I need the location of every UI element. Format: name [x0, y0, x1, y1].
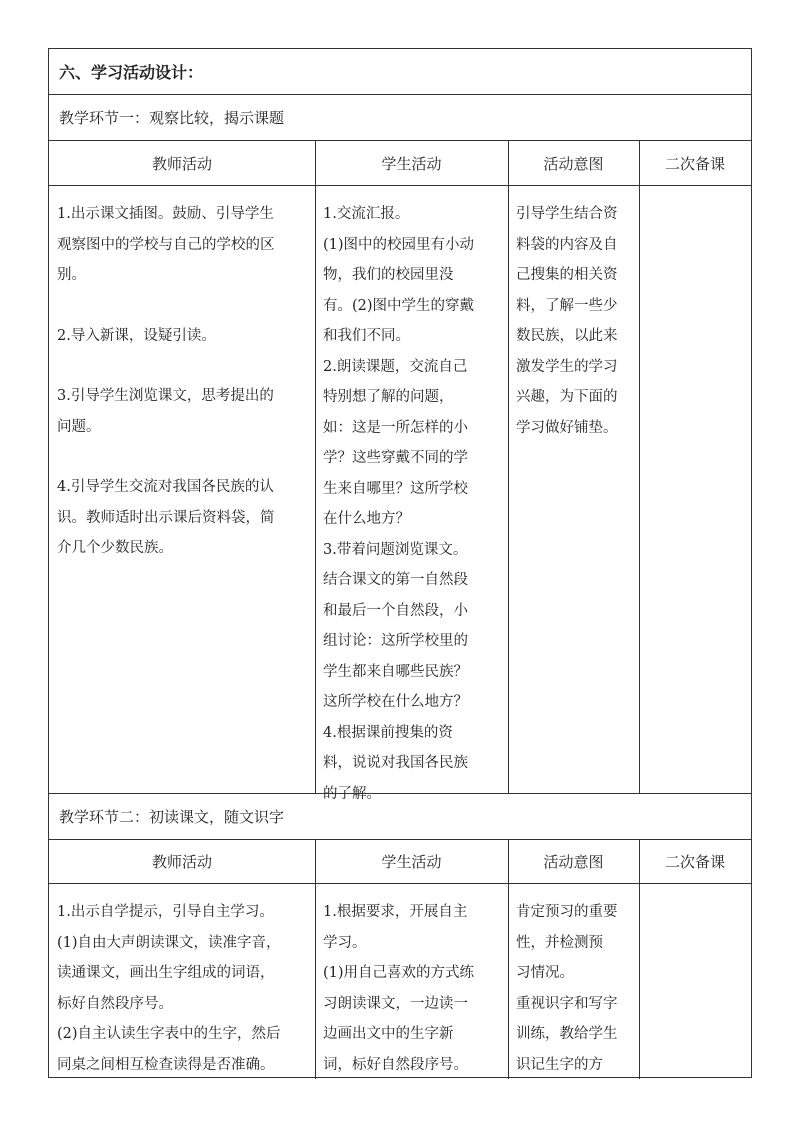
column-divider — [315, 839, 316, 1079]
link1-teacher-cell — [57, 199, 309, 564]
lesson-plan-table — [48, 48, 752, 1078]
link1-intent-cell — [516, 199, 636, 443]
text-line: 读通课文，画出生字组成的词语， — [57, 965, 275, 981]
text-line: 标好自然段序号。 — [57, 995, 173, 1012]
text-line: 引导学生结合资 — [516, 206, 618, 222]
link2-title: 教学环节二：初读课文，随文识字 — [59, 807, 285, 826]
text-line: 兴趣，为下面的 — [516, 389, 618, 405]
text-line: 学？这些穿戴不同的学 — [323, 450, 468, 466]
column-divider — [639, 839, 640, 1079]
text-line: 边画出文中的生字新 — [323, 1026, 454, 1042]
header-student-1 — [315, 141, 508, 185]
spacer — [57, 351, 309, 381]
text-line: 2.导入新课，设疑引读。 — [57, 327, 216, 344]
section-title — [49, 49, 751, 95]
header-intent-label: 活动意图 — [543, 154, 604, 173]
divider — [49, 185, 751, 186]
header-student-2 — [315, 839, 508, 883]
text-line: 学习。 — [323, 934, 367, 951]
text-line: 性，并检测预 — [516, 934, 603, 951]
text-line: 肯定预习的重要 — [516, 904, 618, 920]
text-line: (1)自由大声朗读课文，读准字音， — [57, 934, 281, 951]
text-line: 料袋的内容及自 — [516, 236, 618, 253]
text-line: 激发学生的学习 — [516, 358, 618, 375]
header-intent-2 — [508, 839, 639, 883]
text-line: 介几个少数民族。 — [57, 540, 173, 556]
link2-title-row — [49, 793, 751, 839]
text-line: 重视识字和写字 — [516, 995, 618, 1012]
text-line: 训练，教给学生 — [516, 1026, 618, 1042]
spacer — [57, 442, 309, 472]
column-divider — [508, 141, 509, 793]
link1-title-row — [49, 95, 751, 141]
text-line: 的了解。 — [323, 785, 381, 802]
header-student-label: 学生活动 — [381, 852, 442, 871]
text-line: 1.交流汇报。 — [323, 206, 410, 222]
header-second-label: 二次备课 — [664, 154, 725, 173]
header-teacher-label: 教师活动 — [151, 852, 212, 871]
text-line: (1)用自己喜欢的方式练 — [323, 965, 475, 981]
text-line: 1.出示课文插图。鼓励、引导学生 — [57, 206, 274, 222]
divider — [49, 883, 751, 884]
text-line: 习情况。 — [516, 965, 574, 981]
header-student-label: 学生活动 — [381, 154, 442, 173]
text-line: 识。教师适时出示课后资料袋，简 — [57, 509, 275, 526]
text-line: (2)自主认读生字表中的生字，然后 — [57, 1026, 281, 1042]
text-line: 和最后一个自然段，小 — [323, 602, 468, 619]
text-line: 特别想了解的问题， — [323, 389, 454, 405]
link2-student-cell — [323, 897, 503, 1080]
link1-student-cell — [323, 199, 503, 809]
text-line: 1.根据要求，开展自主 — [323, 904, 468, 920]
text-line: 观察图中的学校与自己的学校的区 — [57, 236, 275, 253]
text-line: 学习做好铺垫。 — [516, 419, 618, 436]
text-line: 习朗读课文，一边读一 — [323, 995, 468, 1012]
text-line: 4.引导学生交流对我国各民族的认 — [57, 479, 274, 495]
text-line: 词，标好自然段序号。 — [323, 1056, 468, 1073]
text-line: 料，说说对我国各民族 — [323, 755, 468, 771]
text-line: 3.带着问题浏览课文。 — [323, 541, 468, 558]
spacer — [57, 291, 309, 321]
column-divider — [508, 839, 509, 1079]
text-line: 在什么地方？ — [323, 511, 410, 527]
header-second-1 — [639, 141, 751, 185]
text-line: 2.朗读课题，交流自己 — [323, 358, 468, 375]
header-teacher-1 — [49, 141, 315, 185]
section-title-text: 六、学习活动设计： — [59, 63, 204, 82]
text-line: 有。(2)图中学生的穿戴 — [323, 297, 475, 314]
text-line: 3.引导学生浏览课文，思考提出的 — [57, 388, 274, 404]
text-line: 别。 — [57, 267, 86, 283]
column-divider — [315, 141, 316, 793]
column-divider — [639, 141, 640, 793]
text-line: 和我们不同。 — [323, 328, 410, 344]
link1-title: 教学环节一：观察比较，揭示课题 — [59, 109, 285, 127]
text-line: 料，了解一些少 — [516, 297, 618, 314]
header-teacher-label: 教师活动 — [151, 154, 212, 173]
text-line: 识记生字的方 — [516, 1056, 603, 1073]
link2-intent-cell — [516, 897, 636, 1080]
text-line: (1)图中的校园里有小动 — [323, 236, 475, 253]
text-line: 学生都来自哪些民族？ — [323, 663, 468, 680]
header-intent-label: 活动意图 — [543, 852, 604, 871]
link2-teacher-cell — [57, 897, 309, 1080]
text-line: 如：这是一所怎样的小 — [323, 419, 468, 436]
header-intent-1 — [508, 141, 639, 185]
text-line: 1.出示自学提示，引导自主学习。 — [57, 904, 274, 920]
text-line: 物，我们的校园里没 — [323, 267, 454, 283]
text-line: 4.根据课前搜集的资 — [323, 724, 453, 741]
text-line: 这所学校在什么地方？ — [323, 694, 468, 710]
text-line: 问题。 — [57, 418, 101, 435]
text-line: 己搜集的相关资 — [516, 267, 618, 283]
text-line: 数民族，以此来 — [516, 328, 618, 344]
text-line: 组讨论：这所学校里的 — [323, 633, 468, 649]
header-teacher-2 — [49, 839, 315, 883]
text-line: 结合课文的第一自然段 — [323, 572, 468, 588]
text-line: 同桌之间相互检查读得是否准确。 — [57, 1056, 275, 1073]
header-second-label: 二次备课 — [664, 852, 725, 871]
header-second-2 — [639, 839, 751, 883]
text-line: 生来自哪里？这所学校 — [323, 480, 468, 497]
